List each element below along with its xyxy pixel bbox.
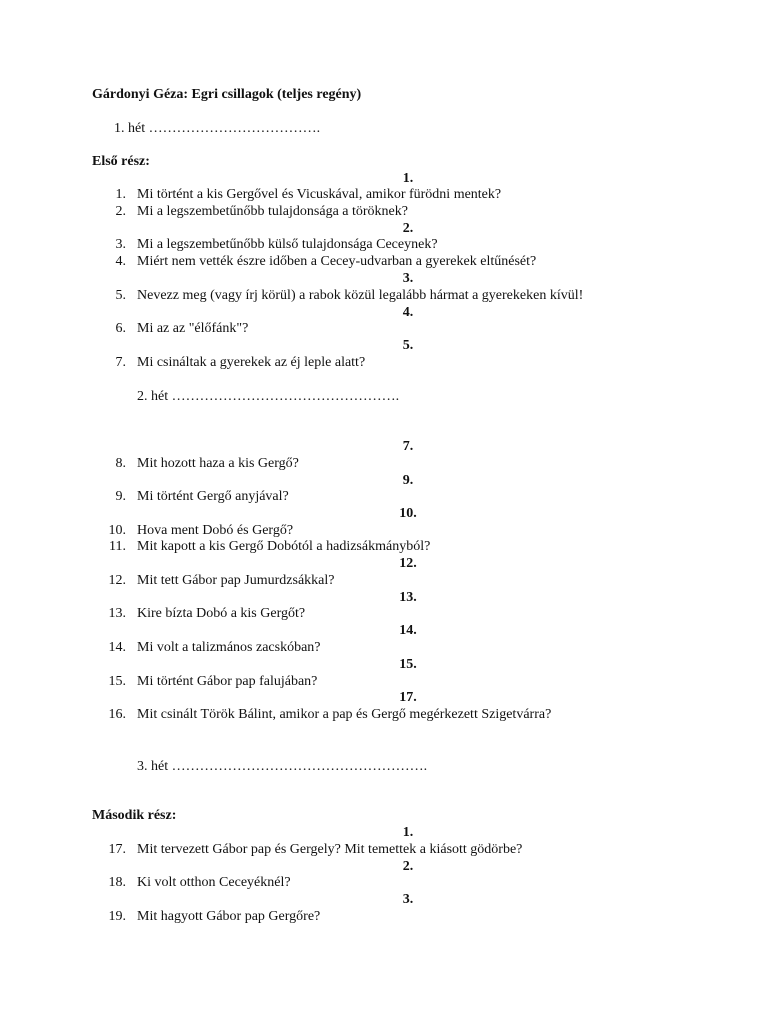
question-text: Ki volt otthon Ceceyéknél? (137, 875, 291, 890)
part-1-heading: Első rész: (92, 154, 150, 169)
question-text: Mi történt Gábor pap falujában? (137, 674, 318, 689)
chapter-heading: 2. (402, 859, 414, 874)
question-text: Miért nem vették észre időben a Cecey-udvarban a gyerekek eltűnését? (137, 254, 537, 269)
question-number: 7. (115, 355, 126, 370)
chapter-heading: 9. (402, 473, 414, 488)
question-text: Nevezz meg (vagy írj körül) a rabok közül legalább hármat a gyerekeken kívül! (137, 288, 584, 303)
week-3-line: 3. hét ………………………………………………. (137, 759, 428, 774)
question-text: Mi történt Gergő anyjával? (137, 489, 289, 504)
question-text: Mi történt a kis Gergővel és Vicuskával, amikor fürödni mentek? (137, 187, 502, 202)
question-text: Mi csináltak a gyerekek az éj leple alatt? (137, 355, 366, 370)
document-title: Gárdonyi Géza: Egri csillagok (teljes regény) (92, 87, 362, 102)
question-number: 13. (108, 606, 126, 621)
chapter-heading: 4. (402, 305, 414, 320)
question-text: Mit hozott haza a kis Gergő? (137, 456, 299, 471)
question-text: Mit tett Gábor pap Jumurdzsákkal? (137, 573, 335, 588)
question-number: 2. (115, 204, 126, 219)
week-2-line: 2. hét …………………………………………. (137, 389, 400, 404)
question-text: Hova ment Dobó és Gergő? (137, 523, 294, 538)
question-text: Mi az az "élőfánk"? (137, 321, 249, 336)
question-number: 14. (108, 640, 126, 655)
question-text: Mit hagyott Gábor pap Gergőre? (137, 909, 321, 924)
question-number: 4. (115, 254, 126, 269)
chapter-heading: 2. (402, 221, 414, 236)
question-number: 15. (108, 674, 126, 689)
chapter-heading: 1. (402, 171, 414, 186)
question-number: 18. (108, 875, 126, 890)
chapter-heading: 3. (402, 271, 414, 286)
chapter-heading: 5. (402, 338, 414, 353)
chapter-heading: 14. (399, 623, 417, 638)
chapter-heading: 3. (402, 892, 414, 907)
question-text: Kire bízta Dobó a kis Gergőt? (137, 606, 306, 621)
question-text: Mit csinált Török Bálint, amikor a pap és Gergő megérkezett Szigetvárra? (137, 707, 552, 722)
question-number: 10. (108, 523, 126, 538)
question-number: 5. (115, 288, 126, 303)
question-text: Mi a legszembetűnőbb tulajdonsága a töröknek? (137, 204, 408, 219)
question-number: 6. (115, 321, 126, 336)
question-number: 17. (108, 842, 126, 857)
chapter-heading: 12. (399, 556, 417, 571)
question-text: Mi a legszembetűnőbb külső tulajdonsága Ceceynek? (137, 237, 438, 252)
question-number: 12. (108, 573, 126, 588)
question-number: 19. (108, 909, 126, 924)
chapter-heading: 7. (402, 439, 414, 454)
question-text: Mi volt a talizmános zacskóban? (137, 640, 321, 655)
week-1-line: 1. hét ………………………………. (114, 121, 321, 136)
question-number: 8. (115, 456, 126, 471)
part-2-heading: Második rész: (92, 808, 177, 823)
chapter-heading: 13. (399, 590, 417, 605)
question-text: Mit kapott a kis Gergő Dobótól a hadizsákmányból? (137, 539, 431, 554)
chapter-heading: 17. (399, 690, 417, 705)
chapter-heading: 15. (399, 657, 417, 672)
question-number: 1. (115, 187, 126, 202)
chapter-heading: 10. (399, 506, 417, 521)
question-number: 9. (115, 489, 126, 504)
chapter-heading: 1. (402, 825, 414, 840)
question-text: Mit tervezett Gábor pap és Gergely? Mit temettek a kiásott gödörbe? (137, 842, 523, 857)
question-number: 11. (109, 539, 126, 554)
question-number: 16. (108, 707, 126, 722)
question-number: 3. (115, 237, 126, 252)
